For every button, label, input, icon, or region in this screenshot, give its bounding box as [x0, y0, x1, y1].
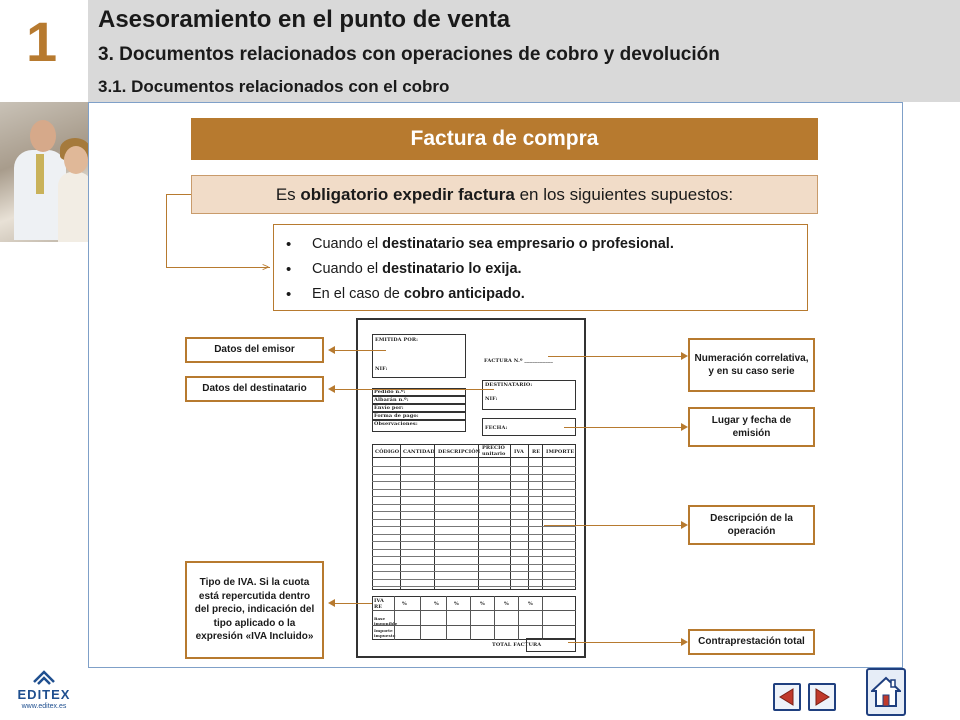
table-row-line	[372, 481, 576, 482]
prev-button[interactable]	[773, 683, 801, 711]
iva-column-line	[542, 596, 543, 640]
connector-line	[334, 350, 386, 351]
invoice-column-header: CANTIDAD	[403, 449, 435, 455]
invoice-column-header: IMPORTE	[546, 449, 575, 455]
invoice-label: %	[434, 601, 439, 607]
iva-column-line	[494, 596, 495, 640]
editex-logo-mark	[32, 668, 56, 686]
invoice-column-header: RE	[532, 449, 541, 455]
page-title: Asesoramiento en el punto de venta	[98, 6, 511, 33]
table-row-line	[372, 519, 576, 520]
invoice-total-box	[526, 638, 576, 652]
invoice-label: IVA RE	[374, 598, 385, 610]
connector-line	[564, 427, 682, 428]
table-row-line	[372, 579, 576, 580]
connector-line	[548, 356, 682, 357]
chevron-right-icon: >	[262, 260, 270, 274]
table-row-line	[372, 556, 576, 557]
invoice-label: FECHA:	[485, 425, 508, 431]
callout-tipo-iva: Tipo de IVA. Si la cuota está repercutida dentro del precio, indicación del tipo aplicado o la expresión «IVA Incluido»	[185, 561, 324, 659]
invoice-column-header: PRECIO unitario	[482, 445, 506, 457]
factura-title: Factura de compra	[191, 118, 818, 160]
table-row-line	[372, 496, 576, 497]
table-row-line	[372, 504, 576, 505]
iva-column-line	[470, 596, 471, 640]
arrow-left-icon	[328, 385, 335, 393]
invoice-label: Observaciones:	[374, 421, 418, 427]
bullets-box	[273, 224, 808, 311]
invoice-label: DESTINATARIO:	[485, 382, 533, 388]
invoice-column-header: DESCRIPCIÓN	[438, 449, 481, 455]
invoice-label: Pedido n.º:	[374, 389, 406, 395]
home-icon	[871, 676, 901, 708]
iva-row-line	[372, 625, 576, 626]
invoice-column-header: CÓDIGO	[375, 449, 400, 455]
invoice-label: %	[480, 601, 485, 607]
table-row-line	[372, 549, 576, 550]
arrow-left-icon	[328, 346, 335, 354]
invoice-column-header: IVA	[514, 449, 525, 455]
list-item: • Cuando el destinatario sea empresario o profesional.	[286, 232, 807, 257]
editex-logo	[10, 668, 78, 714]
invoice-label: Envío por:	[374, 405, 404, 411]
arrow-left-icon	[328, 599, 335, 607]
table-row-line	[372, 489, 576, 490]
invoice-label: Importe impuesto	[374, 628, 396, 638]
callout-numeracion: Numeración correlativa, y en su caso serie	[688, 338, 815, 392]
invoice-label: %	[402, 601, 407, 607]
invoice-label: %	[504, 601, 509, 607]
table-row-line	[372, 526, 576, 527]
iva-column-line	[446, 596, 447, 640]
header-photo	[0, 102, 88, 242]
list-item: • En el caso de cobro anticipado.	[286, 282, 807, 307]
invoice-label: Albarán n.º:	[374, 397, 409, 403]
photo-figure	[64, 146, 88, 174]
unit-number: 1	[26, 10, 58, 73]
arrow-right-icon	[681, 638, 688, 646]
connector-line	[334, 603, 372, 604]
invoice-label: Forma de pago:	[374, 413, 419, 419]
bracket-connector	[166, 194, 191, 195]
triangle-left-icon	[777, 687, 797, 707]
next-button[interactable]	[808, 683, 836, 711]
bracket-connector	[166, 194, 167, 268]
invoice-label: Base imponible	[374, 616, 398, 626]
table-row-line	[372, 466, 576, 467]
invoice-label: NIF:	[375, 366, 388, 372]
triangle-right-icon	[812, 687, 832, 707]
callout-contraprestacion: Contraprestación total	[688, 629, 815, 655]
obligation-text: Es obligatorio expedir factura en los siguientes supuestos:	[275, 184, 734, 204]
table-row-line	[372, 564, 576, 565]
iva-column-line	[518, 596, 519, 640]
invoice-label: FACTURA N.º ___________	[484, 358, 554, 364]
obligation-box	[191, 175, 818, 214]
arrow-right-icon	[681, 521, 688, 529]
invoice-label: EMITIDA POR:	[375, 337, 419, 343]
bracket-connector	[166, 267, 270, 268]
callout-lugar-fecha: Lugar y fecha de emisión	[688, 407, 815, 447]
list-item: • Cuando el destinatario lo exija.	[286, 257, 807, 282]
logo-url: www.editex.es	[21, 703, 67, 710]
callout-descripcion: Descripción de la operación	[688, 505, 815, 545]
bullet-list	[286, 232, 807, 307]
iva-column-line	[394, 596, 395, 640]
photo-figure	[30, 120, 56, 152]
iva-column-line	[420, 596, 421, 640]
callout-emisor: Datos del emisor	[185, 337, 324, 363]
invoice-label: TOTAL FACTURA	[492, 642, 542, 648]
home-button[interactable]	[866, 668, 906, 716]
invoice-label: %	[528, 601, 533, 607]
photo-figure	[36, 154, 44, 194]
table-row-line	[372, 474, 576, 475]
page-subtitle: 3. Documentos relacionados con operaciones de cobro y devolución	[98, 44, 720, 65]
connector-line	[544, 525, 682, 526]
photo-figure	[58, 172, 88, 242]
invoice-label: NIF:	[485, 396, 498, 402]
arrow-right-icon	[681, 352, 688, 360]
connector-line	[334, 389, 494, 390]
connector-line	[568, 642, 682, 643]
section-title: 3.1. Documentos relacionados con el cobro	[98, 77, 450, 96]
iva-row-line	[372, 610, 576, 611]
table-row-line	[372, 511, 576, 512]
arrow-right-icon	[681, 423, 688, 431]
logo-name: EDITEX	[17, 687, 71, 702]
table-row-line	[372, 571, 576, 572]
invoice-form	[356, 318, 586, 658]
table-row-line	[372, 534, 576, 535]
table-row-line	[372, 541, 576, 542]
table-row-line	[372, 586, 576, 587]
invoice-label: %	[454, 601, 459, 607]
callout-destinatario: Datos del destinatario	[185, 376, 324, 402]
